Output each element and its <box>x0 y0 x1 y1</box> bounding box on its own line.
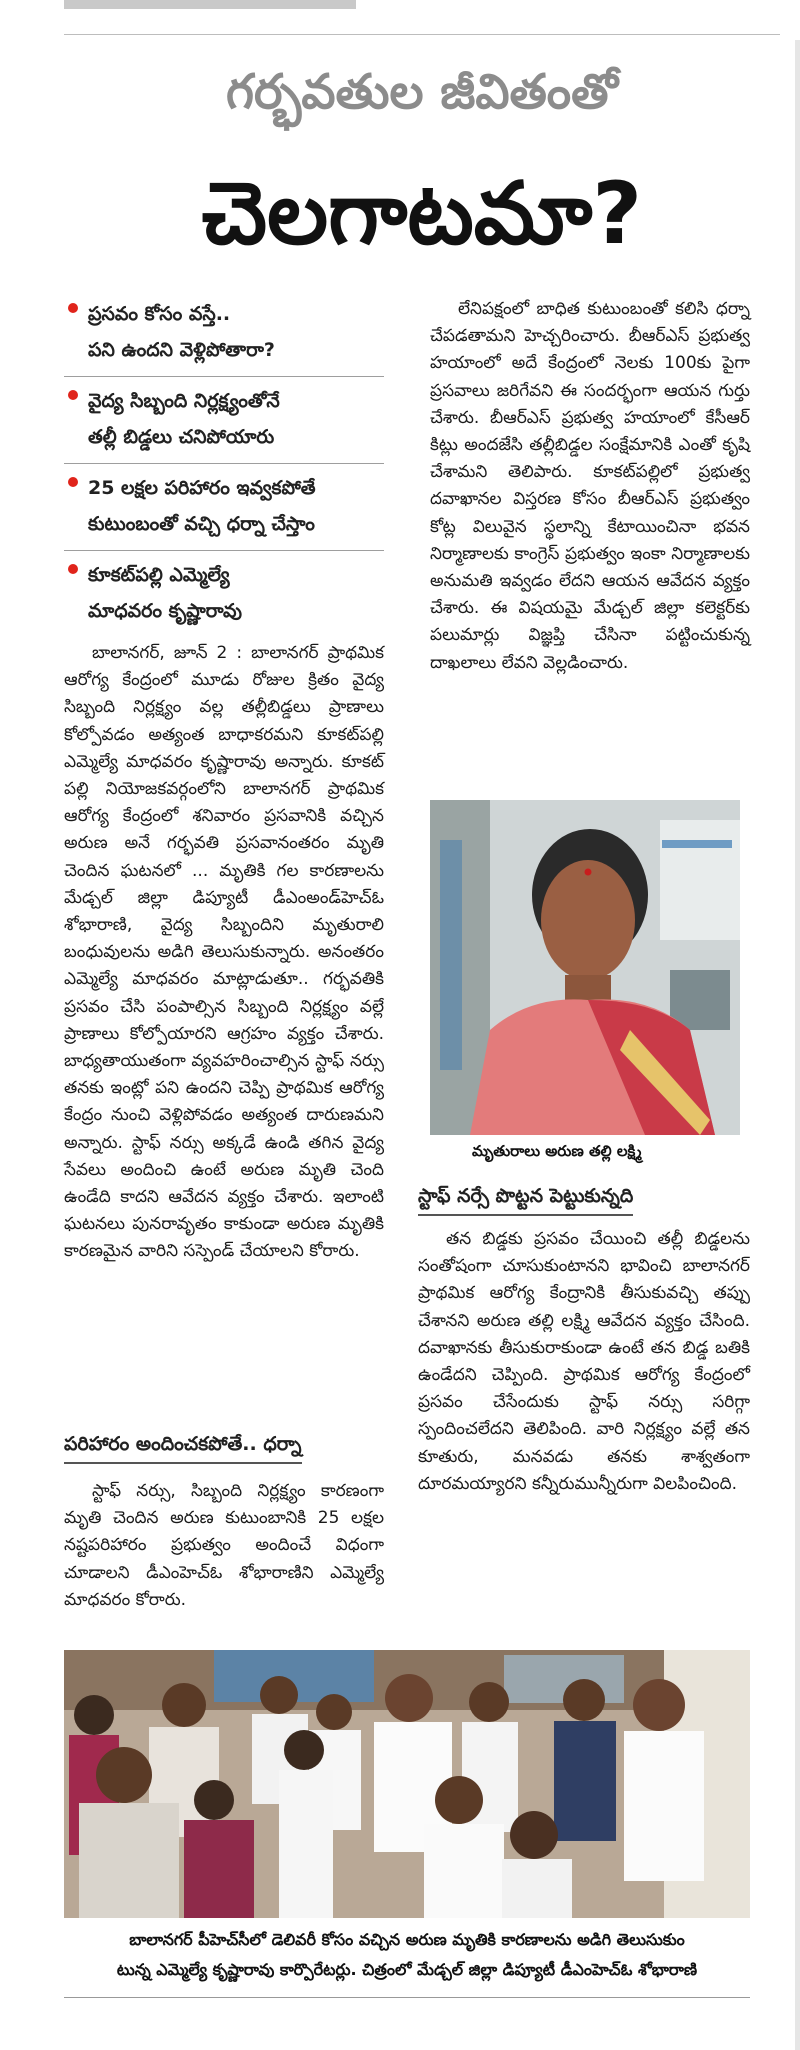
dateline: బాలానగర్, జూన్ 2 : <box>92 643 243 663</box>
top-image-strip <box>64 0 356 9</box>
photo-group-image <box>64 1650 750 1918</box>
highlight-line: ప్రసవం కోసం వస్తే.. <box>88 303 231 325</box>
article-column-right-2 <box>418 1226 750 1498</box>
article-paragraph: లేనిపక్షంలో బాధిత కుటుంబంతో కలిసి ధర్నా చేపడతామని హెచ్చరించారు. బీఆర్ఎస్ ప్రభుత్వ హయాంలో అదే కేంద్రంలో నెలకు 100కు పైగా ప్రసవాలు జరిగేవని ఈ సందర్భంగా ఆయన గుర్తు చేశారు. బీఆర్ఎస్ ప్రభుత్వ హయాంలో కేసీఆర్ కిట్లు అందజేసి తల్లీబిడ్డల సంక్షేమానికి ఎంతో కృషి చేశామని తెలిపారు. కూకట్‌పల్లిలో ప్రభుత్వ దవాఖానల విస్తరణ కోసం బీఆర్ఎస్ ప్రభుత్వం కోట్ల విలువైన స్థలాన్ని కేటాయించినా భవన నిర్మాణాలకు కాంగ్రెస్ ప్రభుత్వం ఇంకా నిర్మాణాలకు అనుమతి ఇవ్వడం లేదని ఆయన ఆవేదన వ్యక్తం చేశారు. ఈ విషయమై మేడ్చల్ జిల్లా కలెక్టర్‌కు పలుమార్లు విజ్ఞప్తి చేసినా పట్టించుకున్న దాఖలాలు లేవని వెల్లడించారు. <box>430 299 750 673</box>
photo-group <box>64 1650 750 1918</box>
article-paragraph: తన బిడ్డకు ప్రసవం చేయించి తల్లీ బిడ్డలను సంతోషంగా చూసుకుంటానని భావించి బాలానగర్ ప్రాథమిక ఆరోగ్య కేంద్రానికి తీసుకువచ్చి తప్పు చేశానని అరుణ తల్లి లక్ష్మి ఆవేదన వ్యక్తం చేసింది. దవాఖానకు తీసుకురాకుండా ఉంటే తన బిడ్డ బతికి ఉండేదని చెప్పింది. ప్రాథమిక ఆరోగ్య కేంద్రంలో ప్రసవం చేసేందుకు స్టాఫ్ నర్సు సరిగ్గా స్పందించలేదని తెలిపింది. వారి నిర్లక్ష్యం వల్లే తన కూతురు, మనవడు తనకు శాశ్వతంగా దూరమయ్యారని కన్నీరుమున్నీరుగా విలపించింది. <box>418 1229 750 1494</box>
highlight-line: పని ఉందని వెళ్లిపోతారా? <box>88 339 275 361</box>
bullet-dot-icon <box>68 303 78 313</box>
highlights-box <box>64 290 384 637</box>
article-column-right <box>430 296 750 677</box>
next-page-edge <box>795 40 800 2050</box>
highlight-item <box>64 551 384 637</box>
headline-line2: చెలగాటమా? <box>201 164 643 264</box>
highlight-line: కూకట్‌పల్లి ఎమ్మెల్యే <box>88 564 230 586</box>
highlight-line: 25 లక్షల పరిహారం ఇవ్వకపోతే <box>88 477 316 499</box>
highlight-line: మాధవరం కృష్ణారావు <box>88 600 242 622</box>
highlight-item <box>64 377 384 464</box>
article-paragraph: స్టాఫ్ నర్సు, సిబ్బంది నిర్లక్ష్యం కారణంగా మృతి చెందిన అరుణ కుటుంబానికి 25 లక్షల నష్టపరిహారం ప్రభుత్వం అందించే విధంగా చూడాలని డీఎంహెచ్‌ఓ శోభారాణిని ఎమ్మెల్యే మాధవరం కోరారు. <box>64 1481 384 1610</box>
subheading: స్టాఫ్ నర్సే పొట్టన పెట్టుకున్నది <box>418 1180 633 1216</box>
highlight-line: కుటుంబంతో వచ్చి ధర్నా చేస్తాం <box>88 513 315 535</box>
highlight-item <box>64 464 384 551</box>
divider <box>64 34 780 35</box>
highlight-line: వైద్య సిబ్బంది నిర్లక్ష్యంతోనే <box>88 390 280 412</box>
divider <box>64 1997 750 1998</box>
highlight-item <box>64 290 384 377</box>
article-column-left-2 <box>64 1478 384 1614</box>
photo-mother-caption: మృతురాలు అరుణ తల్లి లక్ష్మి <box>472 1142 642 1160</box>
headline-line1: గర్భవతుల జీవితంతో <box>226 64 618 120</box>
paragraph-text: బాలానగర్ ప్రాథమిక ఆరోగ్య కేంద్రంలో మూడు రోజుల క్రితం వైద్య సిబ్బంది నిర్లక్ష్యం వల్ల తల్లీబిడ్డలు ప్రాణాలు కోల్పోవడం అత్యంత బాధాకరమని కూకట్‌పల్లి ఎమ్మెల్యే మాధవరం కృష్ణారావు అన్నారు. కూకట్ పల్లి నియోజకవర్గంలోని బాలానగర్ ప్రాథమిక ఆరోగ్య కేంద్రంలో శనివారం ప్రసవానికి వచ్చిన అరుణ అనే గర్భవతి ప్రసవానంతరం మృతి చెందిన ఘటనలో ... మృతికి గల కారణాలను మేడ్చల్ జిల్లా డిప్యూటీ డీఎంఅండ్‌హెచ్‌ఓ శోభారాణి, వైద్య సిబ్బందిని మృతురాలి బంధువులను అడిగి తెలుసుకున్నారు. అనంతరం ఎమ్మెల్యే మాధవరం మాట్లాడుతూ.. గర్భవతికి ప్రసవం చేసి పంపాల్సిన సిబ్బంది నిర్లక్ష్యం వల్లే ప్రాణాలు కోల్పోయారని ఆగ్రహం వ్యక్తం చేశారు. బాధ్యతాయుతంగా వ్యవహరించాల్సిన స్టాఫ్ నర్సు తనకు ఇంట్లో పని ఉందని చెప్పి ప్రాథమిక ఆరోగ్య కేంద్రం నుంచి వెళ్లిపోవడం అత్యంత దారుణమని అన్నారు. స్టాఫ్ నర్సు అక్కడే ఉండి తగిన వైద్య సేవలు అందించి ఉంటే అరుణ మృతి చెంది ఉండేది కాదని ఆవేదన వ్యక్తం చేశారు. ఇలాంటి ఘటనలు పునరావృతం కాకుండా అరుణ మృతికి కారణమైన వారిని సస్పెండ్ చేయాలని కోరారు. <box>64 643 384 1262</box>
subheading: పరిహారం అందించకపోతే.. ధర్నా <box>64 1428 302 1464</box>
highlight-line: తల్లీ బిడ్డలు చనిపోయారు <box>88 426 275 448</box>
caption-line: బాలానగర్ పీహెచ్‌సీలో డెలివరీ కోసం వచ్చిన అరుణ మృతికి కారణాలను అడిగి తెలుసుకుం <box>129 1930 685 1949</box>
article-column-left <box>64 640 384 1266</box>
bullet-dot-icon <box>68 477 78 487</box>
caption-line: టున్న ఎమ్మెల్యే కృష్ణారావు కార్పొరేటర్లు. చిత్రంలో మేడ్చల్ జిల్లా డిప్యూటీ డీఎంహెచ్‌ఓ శోభారాణి <box>116 1960 698 1979</box>
article-paragraph <box>64 640 384 1266</box>
photo-mother <box>430 800 740 1135</box>
photo-group-caption <box>64 1925 750 1985</box>
bullet-dot-icon <box>68 390 78 400</box>
bullet-dot-icon <box>68 564 78 574</box>
photo-mother-image <box>430 800 740 1135</box>
